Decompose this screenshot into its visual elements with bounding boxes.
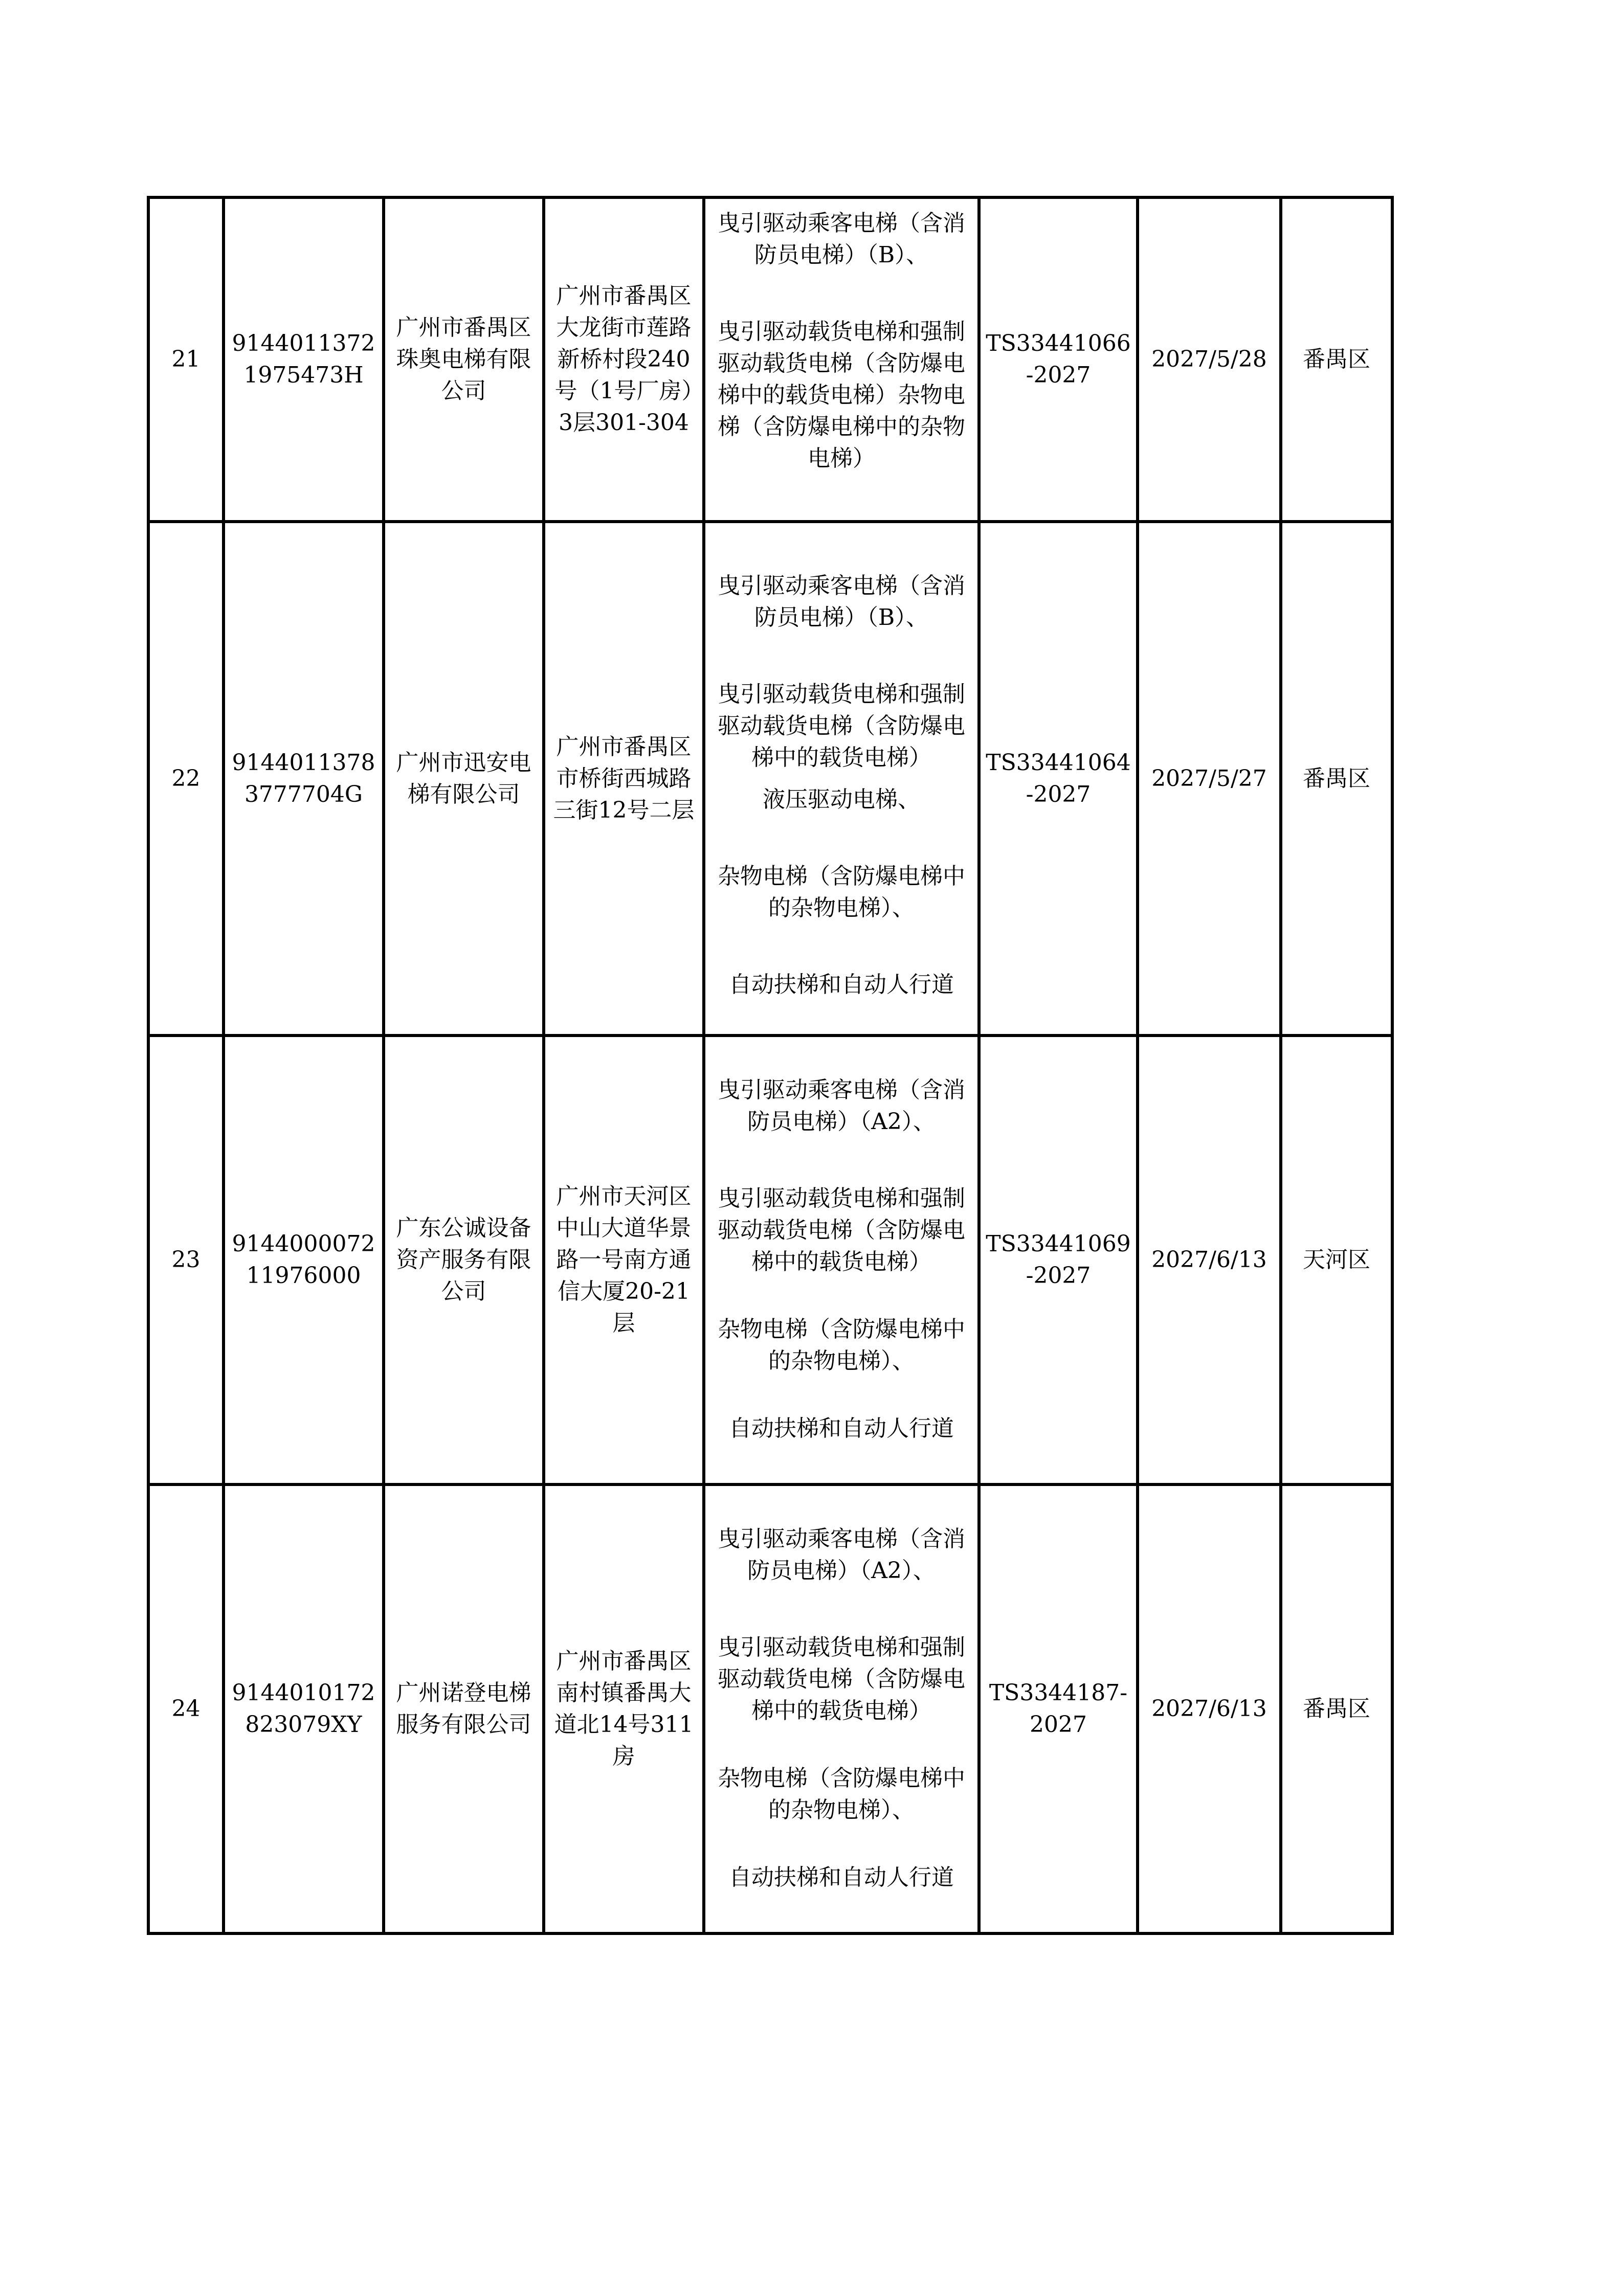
elevator-type-item: 曳引驱动乘客电梯（含消防员电梯）（A2）、 (718, 1526, 965, 1584)
elevator-type-item: 杂物电梯（含防爆电梯中的杂物电梯）、 (718, 1316, 965, 1374)
elevator-type-item: 曳引驱动乘客电梯（含消防员电梯）（B）、 (718, 573, 965, 631)
district-cell: 番禺区 (1281, 197, 1392, 522)
elevator-types-list (709, 529, 973, 1028)
expiry-date-cell: 2027/6/13 (1138, 1484, 1281, 1933)
credit-code-cell: 91440113783777704G (224, 522, 384, 1036)
elevator-types-list (709, 208, 973, 511)
address-cell: 广州市番禺区南村镇番禺大道北14号311房 (544, 1484, 704, 1933)
company-name-cell: 广州诺登电梯服务有限公司 (384, 1484, 544, 1933)
elevator-types-list (709, 1044, 973, 1476)
elevator-type-item: 自动扶梯和自动人行道 (729, 972, 954, 998)
cert-number-cell: TS33441064-2027 (979, 522, 1138, 1036)
elevator-type-item: 曳引驱动乘客电梯（含消防员电梯）（A2）、 (718, 1077, 965, 1135)
seq-cell: 21 (148, 197, 224, 522)
expiry-date-cell: 2027/6/13 (1138, 1036, 1281, 1484)
expiry-date-cell: 2027/5/28 (1138, 197, 1281, 522)
elevator-types-cell (704, 197, 979, 522)
elevator-type-item: 曳引驱动载货电梯和强制驱动载货电梯（含防爆电梯中的载货电梯）杂物电梯（含防爆电梯中的杂物电梯） (718, 319, 965, 471)
elevator-type-item: 杂物电梯（含防爆电梯中的杂物电梯）、 (718, 863, 965, 921)
elevator-types-cell (704, 522, 979, 1036)
elevator-type-item: 自动扶梯和自动人行道 (729, 1415, 954, 1442)
seq-cell: 24 (148, 1484, 224, 1933)
credit-code-cell: 91440113721975473H (224, 197, 384, 522)
company-name-cell: 广东公诚设备资产服务有限公司 (384, 1036, 544, 1484)
elevator-type-item: 曳引驱动乘客电梯（含消防员电梯）（B）、 (718, 210, 965, 268)
address-cell: 广州市番禺区市桥街西城路三街12号二层 (544, 522, 704, 1036)
seq-cell: 22 (148, 522, 224, 1036)
company-name-cell: 广州市迅安电梯有限公司 (384, 522, 544, 1036)
elevator-type-item: 曳引驱动载货电梯和强制驱动载货电梯（含防爆电梯中的载货电梯） (718, 1634, 965, 1724)
table-body (148, 197, 1392, 1933)
address-cell: 广州市番禺区大龙街市莲路新桥村段240号（1号厂房）3层301-304 (544, 197, 704, 522)
elevator-type-item: 曳引驱动载货电梯和强制驱动载货电梯（含防爆电梯中的载货电梯） (718, 681, 965, 771)
district-cell: 番禺区 (1281, 1484, 1392, 1933)
elevator-types-cell (704, 1036, 979, 1484)
cert-number-cell: TS33441069-2027 (979, 1036, 1138, 1484)
company-name-cell: 广州市番禺区珠奥电梯有限公司 (384, 197, 544, 522)
elevator-type-item: 自动扶梯和自动人行道 (729, 1864, 954, 1890)
table-row (148, 522, 1392, 1036)
elevator-type-item: 液压驱动电梯、 (763, 786, 920, 813)
expiry-date-cell: 2027/5/27 (1138, 522, 1281, 1036)
elevator-type-item: 曳引驱动载货电梯和强制驱动载货电梯（含防爆电梯中的载货电梯） (718, 1185, 965, 1275)
cert-number-cell: TS33441066-2027 (979, 197, 1138, 522)
district-cell: 番禺区 (1281, 522, 1392, 1036)
address-cell: 广州市天河区中山大道华景路一号南方通信大厦20-21层 (544, 1036, 704, 1484)
cert-number-cell: TS3344187-2027 (979, 1484, 1138, 1933)
elevator-types-cell (704, 1484, 979, 1933)
elevator-unit-table (147, 196, 1394, 1935)
table-row (148, 1036, 1392, 1484)
district-cell: 天河区 (1281, 1036, 1392, 1484)
credit-code-cell: 914400007211976000 (224, 1036, 384, 1484)
elevator-types-list (709, 1493, 973, 1925)
table-row (148, 1484, 1392, 1933)
elevator-type-item: 杂物电梯（含防爆电梯中的杂物电梯）、 (718, 1765, 965, 1823)
table-row (148, 197, 1392, 522)
seq-cell: 23 (148, 1036, 224, 1484)
credit-code-cell: 9144010172823079XY (224, 1484, 384, 1933)
